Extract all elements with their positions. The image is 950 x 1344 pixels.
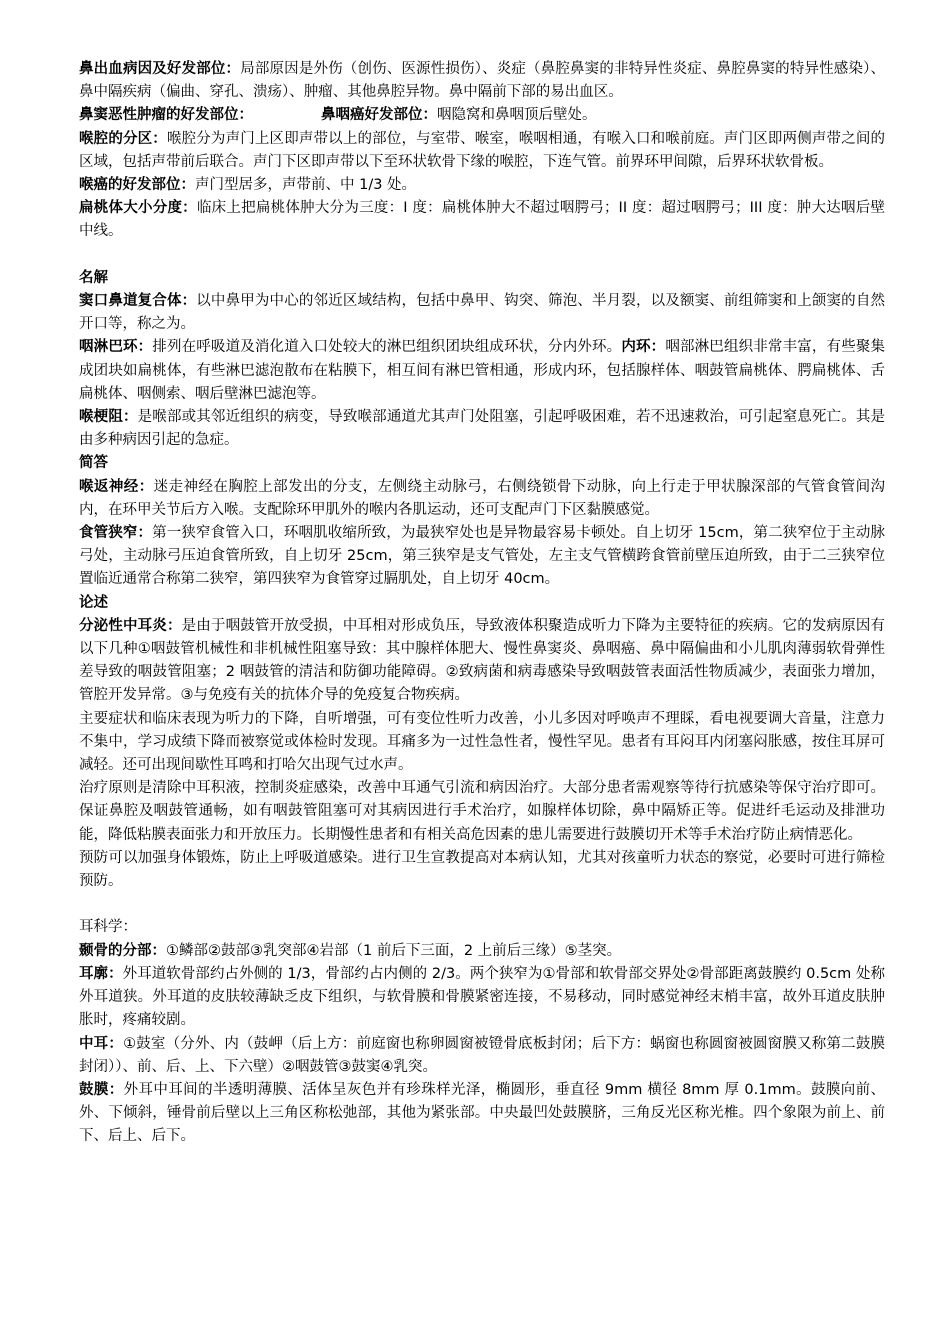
- paragraph-epistaxis: [79, 58, 885, 104]
- term-label: 颞骨的分部：: [79, 942, 166, 959]
- paragraph-larynx-zones: [79, 128, 885, 174]
- term-text: 迷走神经在胸腔上部发出的分支，左侧绕主动脉弓，右侧绕锁骨下动脉，向上行走于甲状腺深部的气管食管间沟内，在环甲关节后方入喉。支配除环甲肌外的喉内各肌运动，还可支配声门下区黏膜感觉。: [79, 478, 885, 518]
- paragraph-ome: [79, 615, 885, 708]
- paragraph-waldeyer-ring: [79, 336, 885, 406]
- paragraph-temporal-bone: [79, 940, 885, 963]
- section-heading-lunshu: 论述: [79, 594, 108, 611]
- term-text: 排列在呼吸道及消化道入口处较大的淋巴组织团块组成环状，分内外环。: [152, 339, 622, 356]
- paragraph-laryngeal-cancer: [79, 174, 885, 197]
- term-label: 喉返神经：: [79, 478, 154, 495]
- term-label: 鼻出血病因及好发部位：: [79, 61, 241, 77]
- paragraph-tonsil-grade: [79, 197, 885, 243]
- term-label: 鼻窦恶性肿瘤的好发部位：: [79, 107, 253, 124]
- term-label: 扁桃体大小分度：: [79, 200, 197, 217]
- paragraph-tympanic-membrane: [79, 1079, 885, 1149]
- term-text: 咽隐窝和鼻咽顶后壁处。: [437, 107, 597, 124]
- term-text: 声门型居多，声带前、中 1/3 处。: [195, 177, 417, 194]
- term-text: 是由于咽鼓管开放受损，中耳相对形成负压，导致液体积聚造成听力下降为主要特征的疾病。它的发病原因有以下几种①咽鼓管机械性和非机械性阻塞导致：其中腺样体肥大、慢性鼻窦炎、鼻咽癌、鼻中隔偏曲和小儿肌肉薄弱软骨弹性差导致的咽鼓管阻塞；2 咽鼓管的清洁和防御功能障碍。②致病菌和病毒感染导致咽鼓管表面活性物质减少，表面张力增加，管腔开发异常。③与免疫有关的抗体介导的免疫复合物疾病。: [79, 617, 886, 704]
- term-label: 鼓膜：: [79, 1081, 124, 1098]
- document-page: [79, 58, 885, 1149]
- term-text: 是喉部或其邻近组织的病变，导致喉部通道尤其声门处阻塞，引起呼吸困难，若不迅速救治，可引起窒息死亡。其是由多种病因引起的急症。: [79, 409, 886, 449]
- term-text: 咽部淋巴组织非常丰富，有些聚集成团块如扁桃体，有些淋巴滤泡散布在粘膜下，相互间有淋巴管相通，形成内环，包括腺样体、咽鼓管扁桃体、腭扁桃体、舌扁桃体、咽侧索、咽后壁淋巴滤泡等。: [79, 339, 886, 402]
- paragraph-laryngeal-obstruction: [79, 406, 885, 452]
- term-label: 耳廓：: [79, 965, 123, 982]
- term-text: 临床上把扁桃体肿大分为三度：I 度：扁桃体肿大不超过咽腭弓；II 度：超过咽腭弓；III 度：肿大达咽后壁中线。: [79, 200, 886, 240]
- paragraph-sinus-tumor: [79, 104, 885, 127]
- section-heading-otology: 耳科学：: [79, 919, 137, 936]
- term-label: 窦口鼻道复合体：: [79, 293, 197, 310]
- term-label: 喉癌的好发部位：: [79, 177, 195, 194]
- term-label: 内环：: [621, 339, 666, 356]
- term-label: 鼻咽癌好发部位：: [321, 107, 437, 124]
- term-label: 中耳：: [79, 1035, 124, 1052]
- paragraph-omc: [79, 290, 885, 336]
- term-text: 以中鼻甲为中心的邻近区域结构，包括中鼻甲、钩突、筛泡、半月裂，以及额窦、前组筛窦和上颌窦的自然开口等，称之为。: [79, 293, 886, 333]
- term-text: 第一狭窄食管入口，环咽肌收缩所致，为最狭窄处也是异物最容易卡顿处。自上切牙 15cm，第二狭窄位于主动脉弓处，主动脉弓压迫食管所致，自上切牙 25cm，第三狭窄是支气管处，左主支气管横跨食管前壁压迫所致，由于二三狭窄位置临近通常合称第二狭窄，第四狭窄为食管穿过膈肌处，自上切牙 40cm。: [79, 525, 886, 588]
- paragraph-recurrent-nerve: [79, 476, 885, 522]
- section-heading-jianda: 简答: [79, 455, 108, 472]
- paragraph-middle-ear: [79, 1033, 885, 1079]
- term-text: 喉腔分为声门上区即声带以上的部位，与室带、喉室，喉咽相通，有喉入口和喉前庭。声门区即两侧声带之间的区域，包括声带前后联合。声门下区即声带以下至环状软骨下缘的喉腔，下连气管。前界环甲间隙，后界环状软骨板。: [79, 130, 886, 170]
- term-text: ①鳞部②鼓部③乳突部④岩部（1 前后下三面，2 上前后三缘）⑤茎突。: [166, 942, 622, 959]
- term-label: 喉梗阻：: [79, 409, 138, 426]
- paragraph-ome-treatment: 治疗原则是清除中耳积液，控制炎症感染，改善中耳通气引流和病因治疗。大部分患者需观察等待行抗感染等保守治疗即可。保证鼻腔及咽鼓管通畅，如有咽鼓管阻塞可对其病因进行手术治疗，如腺样体切除，鼻中隔矫正等。促进纤毛运动及排泄功能，降低粘膜表面张力和开放压力。长期慢性患者和有相关高危因素的患儿需要进行鼓膜切开术等手术治疗防止病情恶化。: [79, 780, 885, 843]
- term-text: 外耳道软骨部约占外侧的 1/3，骨部约占内侧的 2/3。两个狭窄为①骨部和软骨部交界处②骨部距离鼓膜约 0.5cm 处称外耳道狭。外耳道的皮肤较薄缺乏皮下组织，与软骨膜和骨膜紧密连接，不易移动，同时感觉神经末梢丰富，故外耳道皮肤肿胀时，疼痛较剧。: [79, 965, 885, 1029]
- paragraph-ome-symptoms: 主要症状和临床表现为听力的下降，自听增强，可有变位性听力改善，小儿多因对呼唤声不理睬，看电视要调大音量，注意力不集中，学习成绩下降而被察觉或体检时发现。耳痛多为一过性急性者，慢性罕见。患者有耳闷耳内闭塞闷胀感，按住耳屏可减轻。还可出现间歇性耳鸣和打哈欠出现气过水声。: [79, 710, 885, 774]
- term-text: 局部原因是外伤（创伤、医源性损伤）、炎症（鼻腔鼻窦的非特异性炎症、鼻腔鼻窦的特异性感染）、鼻中隔疾病（偏曲、穿孔、溃疡）、肿瘤、其他鼻腔异物。鼻中隔前下部的易出血区。: [79, 61, 885, 101]
- term-label: 分泌性中耳炎：: [79, 617, 182, 634]
- term-label: 食管狭窄：: [79, 525, 153, 542]
- paragraph-esophageal-stenosis: [79, 522, 885, 592]
- paragraph-ome-prevention: 预防可以加强身体锻炼，防止上呼吸道感染。进行卫生宣教提高对本病认知，尤其对孩童听力状态的察觉，必要时可进行筛检预防。: [79, 849, 885, 890]
- term-text: ①鼓室（分外、内（鼓岬（后上方：前庭窗也称卵圆窗被镫骨底板封闭；后下方：蜗窗也称圆窗被圆窗膜又称第二鼓膜封闭））、前、后、上、下六壁）②咽鼓管③鼓窦④乳突。: [79, 1035, 886, 1075]
- section-heading-mingjie: 名解: [79, 269, 108, 286]
- paragraph-auricle: [79, 963, 885, 1033]
- term-label: 咽淋巴环：: [79, 339, 153, 356]
- term-label: 喉腔的分区：: [79, 130, 167, 147]
- term-text: 外耳中耳间的半透明薄膜、活体呈灰色并有珍珠样光泽，椭圆形，垂直径 9mm 横径 8mm 厚 0.1mm。鼓膜向前、外、下倾斜，锤骨前后壁以上三角区称松弛部，其他为紧张部。中央最凹处鼓膜脐，三角反光区称光椎。四个象限为前上、前下、后上、后下。: [79, 1081, 886, 1145]
